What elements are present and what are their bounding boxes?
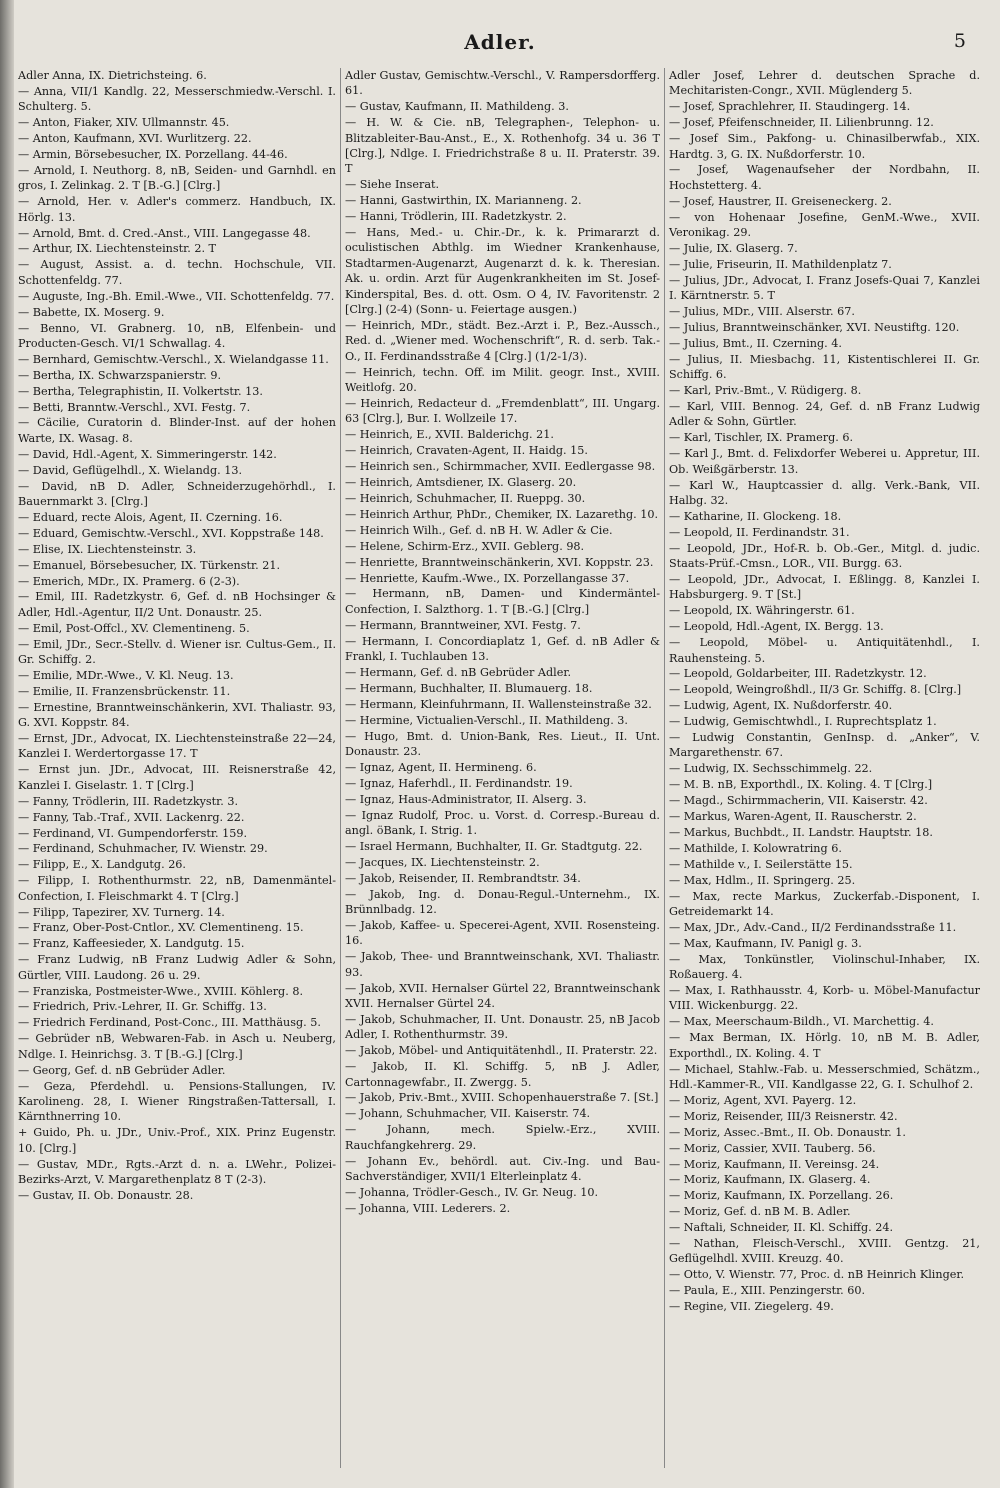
directory-entry: — Franz Ludwig, nB Franz Ludwig Adler & Sohn, Gürtler, VIII. Laudong. 26 u. 29. [18, 953, 336, 982]
directory-entry: — Jakob, Priv.-Bmt., XVIII. Schopenhauerstraße 7. [St.] [345, 1091, 659, 1105]
directory-entry: — Jakob, II. Kl. Schiffg. 5, nB J. Adler, Cartonnagewfabr., II. Zwergg. 5. [345, 1060, 660, 1089]
directory-entry: — Heinrich sen., Schirmmacher, XVII. Eedlergasse 98. [345, 460, 656, 474]
directory-entry: — Jacques, IX. Liechtensteinstr. 2. [345, 855, 540, 869]
directory-entry: — Auguste, Ing.-Bh. Emil.-Wwe., VII. Schottenfeldg. 77. [18, 289, 335, 303]
directory-entry: — Cäcilie, Curatorin d. Blinder-Inst. auf der hohen Warte, IX. Wasag. 8. [18, 416, 336, 445]
directory-entry: — Filipp, E., X. Landgutg. 26. [18, 858, 186, 872]
directory-entry: — Hans, Med.- u. Chir.-Dr., k. k. Primararzt d. oculistischen Abthlg. im Wiedner Krankenhause, Stadtarmen-Augenarzt, Augenarzt d. k. k. Theresian. Ak. u. ordin. Arzt für Augenkrankheiten im St. Josef-Kinderspital, Bes. d. ott. Osm. O 4, IV. Favoritenstr. 2 [Clrg.] (2-4) (Sonn- u. Feiertage ausgen.) [345, 226, 660, 317]
directory-entry: — David, Geflügelhdl., X. Wielandg. 13. [18, 463, 243, 477]
directory-entry: — Hanni, Gastwirthin, IX. Marianneng. 2. [345, 194, 582, 208]
directory-entry: — Heinrich, Cravaten-Agent, II. Haidg. 15. [345, 444, 588, 458]
directory-entry: — Moriz, Assec.-Bmt., II. Ob. Donaustr. 1. [669, 1125, 906, 1139]
directory-entry: — Franz, Ober-Post-Cntlor., XV. Clementineng. 15. [18, 921, 304, 935]
directory-entry: — Heinrich, E., XVII. Balderichg. 21. [345, 428, 554, 442]
directory-entry: — Heinrich Wilh., Gef. d. nB H. W. Adler & Cie. [345, 523, 613, 537]
directory-entry: — Henriette, Branntweinschänkerin, XVI. Koppstr. 23. [345, 555, 654, 569]
directory-entry: — Johann Ev., behördl. aut. Civ.-Ing. und Bau-Sachverständiger, XVII/1 Elterleinplatz 4. [345, 1154, 660, 1183]
directory-entry: — Max Berman, IX. Hörlg. 10, nB M. B. Adler, Exporthdl., IX. Koling. 4. T [669, 1031, 980, 1060]
directory-entry: — Johanna, VIII. Lederers. 2. [345, 1201, 511, 1215]
directory-entry: — Franz, Kaffeesieder, X. Landgutg. 15. [18, 937, 245, 951]
directory-entry: — Heinrich, MDr., städt. Bez.-Arzt i. P., Bez.-Aussch., Red. d. „Wiener med. Wochenschrift“, R. d. serb. Tak.-O., II. Ferdinandsstraße 4 [Clrg.] (1/2-1/3). [345, 319, 660, 363]
directory-entry: — Emil, III. Radetzkystr. 6, Gef. d. nB Hochsinger & Adler, Hdl.-Agentur, II/2 Unt. Donaustr. 25. [18, 590, 336, 619]
directory-entry: — Heinrich, Schuhmacher, II. Rueppg. 30. [345, 491, 586, 505]
directory-entry: — Moriz, Reisender, III/3 Reisnerstr. 42. [669, 1109, 898, 1123]
directory-entry: — Fanny, Trödlerin, III. Radetzkystr. 3. [18, 794, 239, 808]
directory-entry: — Julie, Friseurin, II. Mathildenplatz 7. [669, 257, 892, 271]
directory-entry: — Filipp, I. Rothenthurmstr. 22, nB, Damenmäntel-Confection, I. Fleischmarkt 4. T [Clrg.] [18, 874, 336, 903]
directory-entry: — Josef Sim., Pakfong- u. Chinasilberwfab., XIX. Hardtg. 3, G. IX. Nußdorferstr. 10. [669, 132, 980, 161]
directory-entry: — Anton, Kaufmann, XVI. Wurlitzerg. 22. [18, 132, 252, 146]
directory-entry: — Julie, IX. Glaserg. 7. [669, 241, 798, 255]
directory-entry: — Ludwig, IX. Sechsschimmelg. 22. [669, 762, 873, 776]
directory-entry: + Guido, Ph. u. JDr., Univ.-Prof., XIX. Prinz Eugenstr. 10. [Clrg.] [18, 1126, 336, 1155]
directory-entry: — August, Assist. a. d. techn. Hochschule, VII. Schottenfeldg. 77. [18, 258, 336, 287]
directory-entry: — Hermann, Buchhalter, II. Blumauerg. 18. [345, 681, 593, 695]
directory-entry: — Ferdinand, VI. Gumpendorferstr. 159. [18, 826, 248, 840]
directory-entry: — Heinrich, Redacteur d. „Fremdenblatt“, III. Ungarg. 63 [Clrg.], Bur. I. Wollzeile 17. [345, 397, 660, 426]
directory-entry: — Johann, Schuhmacher, VII. Kaiserstr. 74. [345, 1107, 591, 1121]
directory-entry: — Leopold, II. Ferdinandstr. 31. [669, 525, 850, 539]
directory-entry: — Regine, VII. Ziegelerg. 49. [669, 1300, 834, 1314]
directory-entry: — Josef, Haustrer, II. Greiseneckerg. 2. [669, 194, 892, 208]
directory-entry: — Emerich, MDr., IX. Pramerg. 6 (2-3). [18, 574, 240, 588]
directory-entry: — Moriz, Kaufmann, IX. Porzellang. 26. [669, 1189, 894, 1203]
directory-entry: — Leopold, Möbel- u. Antiquitätenhdl., I. Rauhensteing. 5. [669, 636, 980, 665]
directory-entry: — Eduard, recte Alois, Agent, II. Czerning. 16. [18, 510, 283, 524]
directory-entry: — Gustav, Kaufmann, II. Mathildeng. 3. [345, 100, 569, 114]
directory-entry: — Markus, Buchbdt., II. Landstr. Hauptstr. 18. [669, 826, 933, 839]
directory-entry: — Julius, II. Miesbachg. 11, Kistentischlerei II. Gr. Schiffg. 6. [669, 352, 980, 382]
directory-columns [18, 68, 980, 1468]
directory-entry: — Max, recte Markus, Zuckerfab.-Disponent, I. Getreidemarkt 14. [669, 889, 980, 919]
directory-entry: — Leopold, JDr., Advocat, I. Eßlingg. 8, Kanzlei I. Habsburgerg. 9. T [St.] [669, 573, 980, 602]
directory-entry: — Georg, Gef. d. nB Gebrüder Adler. [18, 1063, 226, 1077]
column-right [664, 68, 980, 1468]
directory-entry: — Bertha, Telegraphistin, II. Volkertstr. 13. [18, 384, 263, 398]
directory-entry: — Emilie, II. Franzensbrückenstr. 11. [18, 684, 231, 698]
directory-entry: — Ignaz, Haferhdl., II. Ferdinandstr. 19. [345, 776, 573, 790]
directory-entry: — Hanni, Trödlerin, III. Radetzkystr. 2. [345, 210, 567, 224]
directory-entry: — Ignaz Rudolf, Proc. u. Vorst. d. Corresp.-Bureau d. angl. öBank, I. Strig. 1. [345, 808, 660, 837]
directory-entry: — Max, I. Rathhausstr. 4, Korb- u. Möbel-Manufactur VIII. Wickenburgg. 22. [669, 984, 980, 1013]
directory-entry: — Otto, V. Wienstr. 77, Proc. d. nB Heinrich Klinger. [669, 1268, 965, 1282]
directory-entry: — Fanny, Tab.-Traf., XVII. Lackenrg. 22. [18, 810, 245, 824]
directory-entry: — Jakob, Kaffee- u. Specerei-Agent, XVII. Rosensteing. 16. [345, 918, 660, 948]
directory-entry: — Henriette, Kaufm.-Wwe., IX. Porzellangasse 37. [345, 571, 630, 585]
directory-entry: — Siehe Inserat. [345, 178, 440, 192]
directory-entry: — Karl W., Hauptcassier d. allg. Verk.-Bank, VII. Halbg. 32. [669, 478, 980, 507]
page-edge-shadow [0, 0, 14, 1488]
directory-entry: — Josef, Wagenaufseher der Nordbahn, II. Hochstetterg. 4. [669, 163, 980, 192]
directory-entry: — Gustav, MDr., Rgts.-Arzt d. n. a. LWehr., Polizei-Bezirks-Arzt, V. Margarethenplatz 8 T (2-3). [18, 1157, 336, 1186]
directory-entry: — Mathilde, I. Kolowratring 6. [669, 841, 842, 855]
directory-entry: — Karl, VIII. Bennog. 24, Gef. d. nB Franz Ludwig Adler & Sohn, Gürtler. [669, 400, 980, 429]
column-middle [340, 68, 660, 1468]
directory-entry: — Helene, Schirm-Erz., XVII. Geblerg. 98. [345, 539, 585, 553]
directory-entry: — Betti, Branntw.-Verschl., XVI. Festg. 7. [18, 400, 251, 414]
directory-entry: Adler Anna, IX. Dietrichsteing. 6. [18, 69, 207, 82]
directory-entry: — Jakob, Möbel- und Antiquitätenhdl., II. Praterstr. 22. [345, 1044, 658, 1058]
directory-entry: — Hermann, nB, Damen- und Kindermäntel-Confection, I. Salzthorg. 1. T [B.-G.] [Clrg.] [345, 587, 660, 616]
directory-entry: — Filipp, Tapezirer, XV. Turnerg. 14. [18, 905, 225, 919]
directory-entry: — Bertha, IX. Schwarzspanierstr. 9. [18, 368, 222, 382]
directory-entry: — Markus, Waren-Agent, II. Rauscherstr. 2. [669, 810, 917, 824]
directory-entry: — Karl, Priv.-Bmt., V. Rüdigerg. 8. [669, 384, 862, 398]
page-title: Adler. [464, 30, 536, 54]
directory-entry: — Moriz, Cassier, XVII. Tauberg. 56. [669, 1141, 876, 1155]
directory-entry: Adler Josef, Lehrer d. deutschen Sprache d. Mechitaristen-Congr., XVII. Müglenderg 5. [669, 69, 980, 98]
directory-entry: — Johanna, Trödler-Gesch., IV. Gr. Neug. 10. [345, 1185, 599, 1199]
directory-entry: — Ernst jun. JDr., Advocat, III. Reisnerstraße 42, Kanzlei I. Giselastr. 1. T [Clrg.] [18, 763, 336, 792]
directory-entry: — Max, Hdlm., II. Springerg. 25. [669, 873, 856, 887]
directory-entry: — Ignaz, Agent, II. Hermineng. 6. [345, 760, 537, 774]
directory-entry: — Naftali, Schneider, II. Kl. Schiffg. 24. [669, 1221, 894, 1235]
directory-entry: — Josef, Pfeifenschneider, II. Lilienbrunng. 12. [669, 116, 934, 130]
directory-entry: — M. B. nB, Exporthdl., IX. Koling. 4. T [Clrg.] [669, 778, 933, 792]
directory-entry: — Ernst, JDr., Advocat, IX. Liechtensteinstraße 22—24, Kanzlei I. Werdertorgasse 17. T [18, 732, 336, 761]
directory-entry: — Michael, Stahlw.-Fab. u. Messerschmied, Schätzm., Hdl.-Kammer-R., VII. Kandlgasse 22, G. I. Schulhof 2. [669, 1062, 980, 1091]
directory-entry: — Julius, MDr., VIII. Alserstr. 67. [669, 305, 855, 319]
directory-entry: — Leopold, JDr., Hof-R. b. Ob.-Ger., Mitgl. d. judic. Staats-Prüf.-Cmsn., LOR., VII. Burgg. 63. [669, 541, 980, 571]
directory-entry: — Elise, IX. Liechtensteinstr. 3. [18, 542, 197, 556]
directory-entry: — Eduard, Gemischtw.-Verschl., XVI. Koppstraße 148. [18, 526, 324, 540]
directory-entry: — von Hohenaar Josefine, GenM.-Wwe., XVII. Veronikag. 29. [669, 210, 980, 240]
directory-entry: — Max, Tonkünstler, Violinschul-Inhaber, IX. Roßauerg. 4. [669, 952, 980, 982]
directory-entry: — Arnold, I. Neuthorg. 8, nB, Seiden- und Garnhdl. en gros, I. Zelinkag. 2. T [B.-G.] [Clrg.] [18, 163, 336, 193]
directory-entry: — Hermann, Kleinfuhrmann, II. Wallensteinstraße 32. [345, 697, 652, 711]
directory-entry: — Ferdinand, Schuhmacher, IV. Wienstr. 29. [18, 842, 268, 856]
directory-entry: — Emil, JDr., Secr.-Stellv. d. Wiener isr. Cultus-Gem., II. Gr. Schiffg. 2. [18, 637, 336, 667]
directory-entry: — Moriz, Kaufmann, IX. Glaserg. 4. [669, 1173, 871, 1187]
directory-entry: — Hermann, I. Concordiaplatz 1, Gef. d. nB Adler & Frankl, I. Tuchlauben 13. [345, 634, 660, 664]
directory-entry: — Heinrich Arthur, PhDr., Chemiker, IX. Lazarethg. 10. [345, 507, 659, 521]
directory-entry: — Jakob, Schuhmacher, II. Unt. Donaustr. 25, nB Jacob Adler, I. Rothenthurmstr. 39. [345, 1012, 660, 1042]
directory-entry: — Gebrüder nB, Webwaren-Fab. in Asch u. Neuberg, Ndlge. I. Heinrichsg. 3. T [B.-G.] [Clrg.] [18, 1032, 336, 1061]
directory-entry: — Julius, Bmt., II. Czerning. 4. [669, 336, 842, 350]
directory-entry: — Julius, JDr., Advocat, I. Franz Josefs-Quai 7, Kanzlei I. Kärntnerstr. 5. T [669, 273, 980, 303]
directory-entry: — Julius, Branntweinschänker, XVI. Neustiftg. 120. [669, 321, 960, 334]
directory-entry: — Josef, Sprachlehrer, II. Staudingerg. 14. [669, 100, 911, 114]
directory-entry: — Ernestine, Branntweinschänkerin, XVI. Thaliastr. 93, G. XVI. Koppstr. 84. [18, 700, 336, 730]
directory-entry: — Magd., Schirmmacherin, VII. Kaiserstr. 42. [669, 794, 928, 808]
directory-entry: — Leopold, Hdl.-Agent, IX. Bergg. 13. [669, 620, 884, 634]
directory-entry: — Heinrich, techn. Off. im Milit. geogr. Inst., XVIII. Weitlofg. 20. [345, 365, 660, 395]
directory-entry: — Leopold, Weingroßhdl., II/3 Gr. Schiffg. 8. [Clrg.] [669, 683, 962, 697]
directory-entry: — Heinrich, Amtsdiener, IX. Glaserg. 20. [345, 476, 577, 490]
directory-entry: — Emil, Post-Offcl., XV. Clementineng. 5. [18, 621, 250, 635]
directory-entry: — Anton, Fiaker, XIV. Ullmannstr. 45. [18, 116, 230, 130]
directory-entry: — Geza, Pferdehdl. u. Pensions-Stallungen, IV. Karolineng. 28, I. Wiener Ringstraßen-Tattersall, I. Kärnthnerring 10. [18, 1079, 336, 1124]
directory-entry: — Ludwig, Gemischtwhdl., I. Ruprechtsplatz 1. [669, 715, 937, 729]
directory-entry: — Nathan, Fleisch-Verschl., XVIII. Gentzg. 21, Geflügelhdl. XVIII. Kreuzg. 40. [669, 1237, 980, 1266]
directory-entry: — David, nB D. Adler, Schneiderzugehörhdl., I. Bauernmarkt 3. [Clrg.] [18, 479, 336, 508]
directory-entry: — David, Hdl.-Agent, X. Simmeringerstr. 142. [18, 447, 277, 461]
directory-entry: — Ignaz, Haus-Administrator, II. Alserg. 3. [345, 792, 587, 806]
directory-entry: — Ludwig, Agent, IX. Nußdorferstr. 40. [669, 699, 893, 713]
directory-entry: — Babette, IX. Moserg. 9. [18, 305, 165, 319]
directory-entry: — Max, JDr., Adv.-Cand., II/2 Ferdinandsstraße 11. [669, 920, 957, 934]
directory-entry: — Jakob, Ing. d. Donau-Regul.-Unternehm., IX. Brünnlbadg. 12. [345, 887, 660, 917]
directory-entry: — Moriz, Agent, XVI. Payerg. 12. [669, 1093, 857, 1107]
directory-entry: — Paula, E., XIII. Penzingerstr. 60. [669, 1284, 866, 1298]
directory-entry: — Hermann, Branntweiner, XVI. Festg. 7. [345, 618, 581, 632]
directory-entry: — Max, Meerschaum-Bildh., VI. Marchettig. 4. [669, 1015, 934, 1029]
directory-entry: — Anna, VII/1 Kandlg. 22, Messerschmiedw.-Verschl. I. Schulterg. 5. [18, 84, 336, 114]
directory-entry: — Hugo, Bmt. d. Union-Bank, Res. Lieut., II. Unt. Donaustr. 23. [345, 729, 660, 758]
directory-entry: Adler Gustav, Gemischtw.-Verschl., V. Rampersdorfferg. 61. [345, 69, 660, 98]
directory-entry: — Friedrich Ferdinand, Post-Conc., III. Matthäusg. 5. [18, 1016, 321, 1030]
directory-entry: — H. W. & Cie. nB, Telegraphen-, Telephon- u. Blitzableiter-Bau-Anst., E., X. Rothenhofg. 34 u. 36 T [Clrg.], Ndlge. I. Friedrichstraße 8 u. II. Praterstr. 39. T [345, 116, 660, 176]
page-number: 5 [953, 30, 966, 52]
directory-entry: — Arnold, Her. v. Adler's commerz. Handbuch, IX. Hörlg. 13. [18, 195, 336, 224]
directory-entry: — Moriz, Kaufmann, II. Vereinsg. 24. [669, 1157, 880, 1171]
directory-entry: — Gustav, II. Ob. Donaustr. 28. [18, 1188, 194, 1202]
directory-entry: — Bernhard, Gemischtw.-Verschl., X. Wielandgasse 11. [18, 352, 329, 366]
directory-entry: — Jakob, Thee- und Branntweinschank, XVI. Thaliastr. 93. [345, 950, 660, 979]
directory-entry: — Jakob, XVII. Hernalser Gürtel 22, Branntweinschank XVII. Hernalser Gürtel 24. [345, 981, 660, 1010]
directory-entry: — Katharine, II. Glockeng. 18. [669, 509, 842, 523]
directory-entry: — Jakob, Reisender, II. Rembrandtstr. 34. [345, 871, 581, 885]
directory-entry: — Israel Hermann, Buchhalter, II. Gr. Stadtgutg. 22. [345, 839, 643, 853]
directory-entry: — Arthur, IX. Liechtensteinstr. 2. T [18, 242, 217, 256]
directory-entry: — Franziska, Postmeister-Wwe., XVIII. Köhlerg. 8. [18, 984, 304, 998]
directory-entry: — Ludwig Constantin, GenInsp. d. „Anker“, V. Margarethenstr. 67. [669, 731, 980, 760]
page-header [0, 30, 1000, 60]
directory-entry: — Leopold, IX. Währingerstr. 61. [669, 604, 855, 618]
directory-entry: — Emilie, MDr.-Wwe., V. Kl. Neug. 13. [18, 668, 234, 682]
directory-entry: — Arnold, Bmt. d. Cred.-Anst., VIII. Langegasse 48. [18, 226, 311, 240]
directory-entry: — Johann, mech. Spielw.-Erz., XVIII. Rauchfangkehrerg. 29. [345, 1123, 660, 1152]
directory-entry: — Emanuel, Börsebesucher, IX. Türkenstr. 21. [18, 558, 281, 572]
directory-entry: — Benno, VI. Grabnerg. 10, nB, Elfenbein- und Producten-Gesch. VI/1 Schwallag. 4. [18, 321, 336, 350]
directory-entry: — Karl, Tischler, IX. Pramerg. 6. [669, 431, 854, 445]
directory-entry: — Friedrich, Priv.-Lehrer, II. Gr. Schiffg. 13. [18, 1000, 267, 1014]
directory-entry: — Armin, Börsebesucher, IX. Porzellang. 44-46. [18, 148, 288, 162]
directory-entry: — Leopold, Goldarbeiter, III. Radetzkystr. 12. [669, 667, 927, 681]
directory-entry: — Max, Kaufmann, IV. Panigl g. 3. [669, 936, 862, 950]
directory-entry: — Hermine, Victualien-Verschl., II. Mathildeng. 3. [345, 713, 628, 727]
directory-entry: — Hermann, Gef. d. nB Gebrüder Adler. [345, 665, 572, 679]
column-left [18, 68, 336, 1468]
directory-entry: — Moriz, Gef. d. nB M. B. Adler. [669, 1205, 851, 1219]
directory-entry: — Mathilde v., I. Seilerstätte 15. [669, 857, 853, 871]
directory-entry: — Karl J., Bmt. d. Felixdorfer Weberei u. Appretur, III. Ob. Weißgärberstr. 13. [669, 447, 980, 476]
